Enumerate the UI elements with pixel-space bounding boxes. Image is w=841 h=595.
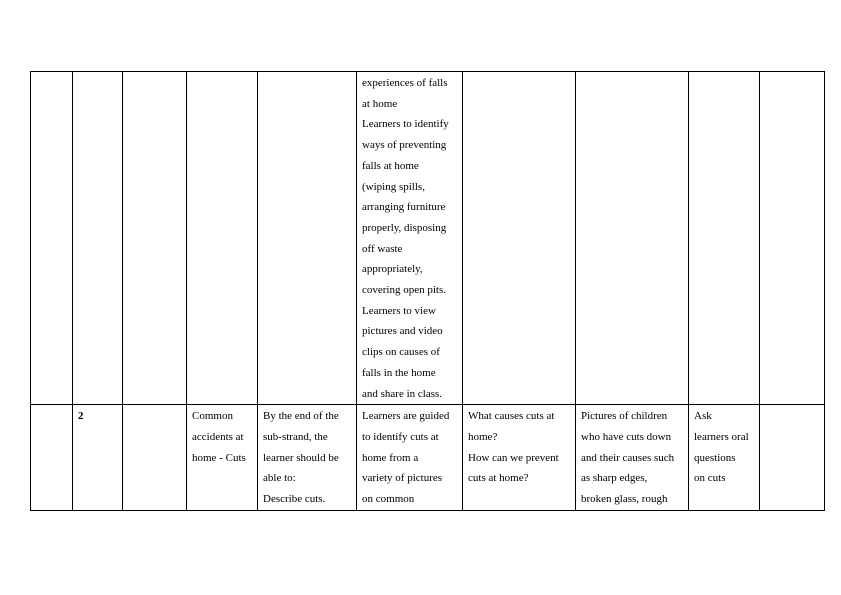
experience-line: arranging furniture (362, 201, 446, 214)
cell-week (31, 405, 73, 511)
experience-line: at home (362, 97, 398, 110)
assessment-line: questions (694, 451, 736, 464)
cell-sub-strand (187, 72, 258, 405)
table-row-continued (31, 72, 825, 405)
sub-strand-line: home - Cuts (192, 451, 246, 464)
experience-line: ways of preventing (362, 139, 447, 152)
cell-week (31, 72, 73, 405)
cell-sub-strand (187, 405, 258, 511)
outcome-line: sub-strand, the (263, 430, 328, 443)
cell-learning-experiences (357, 72, 463, 405)
cell-learning-outcomes (258, 72, 357, 405)
outcome-line: able to: (263, 472, 296, 485)
experience-line: appropriately, (362, 263, 423, 276)
experience-line: on common (362, 493, 415, 506)
inquiry-line: home? (468, 430, 498, 443)
experience-line: variety of pictures (362, 472, 443, 485)
outcome-line: Describe cuts. (263, 493, 326, 506)
cell-assessment (689, 72, 760, 405)
table-row-lesson-2 (31, 405, 825, 511)
cell-learning-resources (576, 72, 689, 405)
experience-line: to identify cuts at (362, 430, 439, 443)
resource-line: Pictures of children (581, 410, 668, 423)
experience-line: Learners to view (362, 304, 436, 317)
resource-line: as sharp edges, (581, 472, 648, 485)
sub-strand-line: Common (192, 410, 233, 423)
cell-remarks (760, 405, 825, 511)
cell-inquiry-questions (463, 405, 576, 511)
assessment-line: Ask (694, 410, 712, 423)
cell-lesson (73, 72, 123, 405)
cell-learning-resources (576, 405, 689, 511)
experience-line: and share in class. (362, 387, 443, 400)
inquiry-line: How can we prevent (468, 451, 559, 464)
experience-line: off waste (362, 242, 403, 255)
cell-strand (123, 405, 187, 511)
cell-assessment (689, 405, 760, 511)
experience-line: home from a (362, 451, 419, 464)
cell-learning-experiences (357, 405, 463, 511)
experience-line: Learners to identify (362, 118, 449, 131)
outcome-line: learner should be (263, 451, 339, 464)
cell-lesson: 2 (73, 405, 123, 511)
cell-remarks (760, 72, 825, 405)
experience-line: falls at home (362, 159, 419, 172)
sub-strand-line: accidents at (192, 430, 244, 443)
scheme-of-work-table (30, 71, 825, 511)
resource-line: and their causes such (581, 451, 675, 464)
experience-line: properly, disposing (362, 221, 447, 234)
experience-line: clips on causes of (362, 346, 440, 359)
cell-inquiry-questions (463, 72, 576, 405)
experience-line: covering open pits. (362, 284, 447, 297)
assessment-line: on cuts (694, 472, 726, 485)
experience-line: (wiping spills, (362, 180, 425, 193)
cell-strand (123, 72, 187, 405)
inquiry-line: cuts at home? (468, 472, 529, 485)
outcome-line: By the end of the (263, 410, 339, 423)
experience-line: falls in the home (362, 366, 436, 379)
assessment-line: learners oral (694, 430, 749, 443)
cell-learning-outcomes (258, 405, 357, 511)
resource-line: broken glass, rough (581, 493, 668, 506)
experience-line: Learners are guided (362, 410, 450, 423)
experience-line: pictures and video (362, 325, 443, 338)
experience-line: experiences of falls (362, 77, 448, 89)
inquiry-line: What causes cuts at (468, 410, 555, 423)
resource-line: who have cuts down (581, 430, 672, 443)
